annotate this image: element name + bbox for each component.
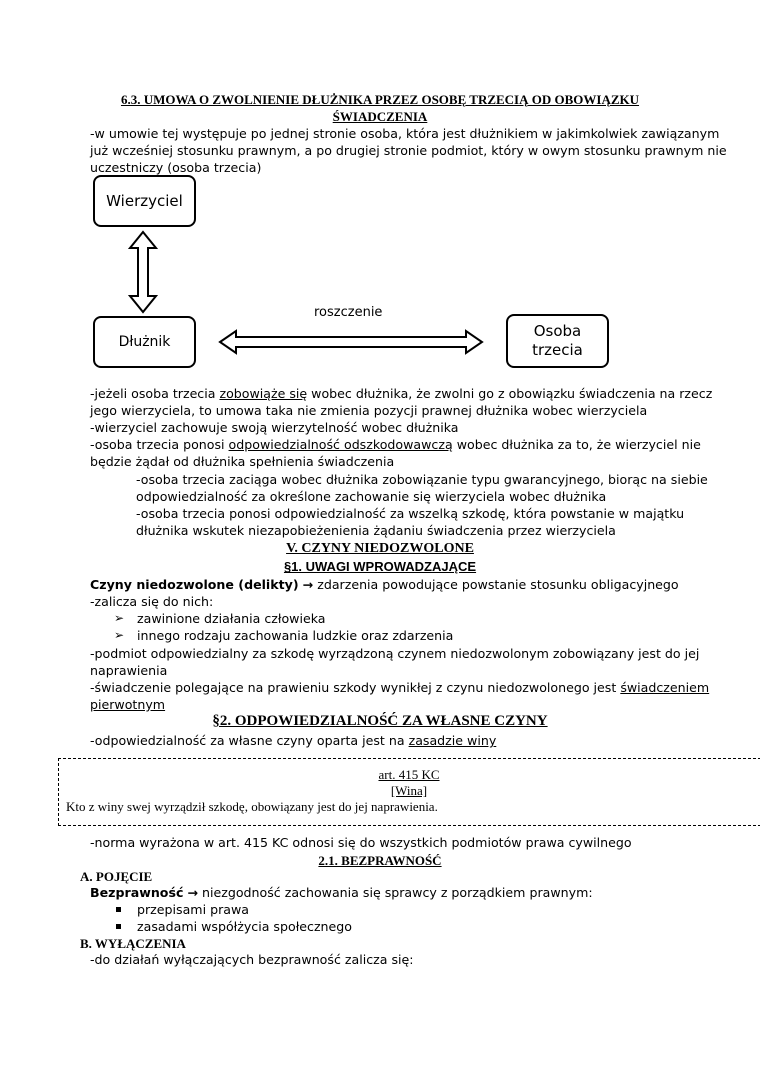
- arrow-right-icon: →: [302, 577, 314, 592]
- delikty-definition: Czyny niedozwolone (delikty) → zdarzenia powodujące powstanie stosunku obligacyjnego: [90, 577, 679, 592]
- liability-line-2: naprawienia: [90, 663, 168, 678]
- para-2: -wierzyciel zachowuje swoją wierzytelność wobec dłużnika: [90, 420, 459, 435]
- horizontal-double-arrow: [218, 329, 484, 355]
- sub-1-line-1: -osoba trzecia zaciąga wobec dłużnika zobowiązanie typu gwarancyjnego, biorąc na siebie: [136, 472, 708, 487]
- section-2-title: §2. ODPOWIEDZIALNOŚĆ ZA WŁASNE CZYNY: [212, 713, 548, 729]
- fault-principle-line: -odpowiedzialność za własne czyny oparta jest na zasadzie winy: [90, 733, 497, 748]
- includes-line: -zalicza się do nich:: [90, 594, 214, 609]
- list-item: zawinione działania człowieka: [137, 611, 326, 626]
- sub-2-line-2: dłużnika wskutek niezapobieżenienia żądaniu świadczenia przez wierzyciela: [136, 523, 616, 538]
- claim-label: roszczenie: [314, 305, 383, 320]
- intro-line-1: -w umowie tej występuje po jednej stronie osoba, która jest dłużnikiem w jakimkolwiek zawiązanym: [90, 126, 720, 141]
- para-1-line-1: -jeżeli osoba trzecia zobowiąże się wobec dłużnika, że zwolni go z obowiązku świadczenia na rzecz: [90, 386, 713, 401]
- subsection-title: 2.1. BEZPRAWNOŚĆ: [318, 853, 442, 868]
- debtor-label: Dłużnik: [118, 333, 171, 350]
- creditor-label: Wierzyciel: [106, 191, 183, 210]
- section-title-line1: 6.3. UMOWA O ZWOLNIENIE DŁUŻNIKA PRZEZ OSOBĘ TRZECIĄ OD OBOWIĄZKU: [120, 92, 640, 107]
- third-party-label: Osoba trzecia: [532, 322, 583, 359]
- intro-line-2: już wcześniej stosunku prawnym, a po drugiej stronie podmiot, który w owym stosunku prawnym nie: [90, 143, 727, 158]
- intro-line-3: uczestniczy (osoba trzecia): [90, 160, 262, 175]
- creditor-box: [93, 175, 196, 227]
- square-bullet-icon: [116, 907, 121, 912]
- norm-line: -norma wyrażona w art. 415 KC odnosi się do wszystkich podmiotów prawa cywilnego: [90, 835, 632, 850]
- primary-performance-line-1: -świadczenie polegające na prawieniu szkody wynikłej z czynu niedozwolonego jest świadczeniem: [90, 680, 710, 695]
- list-item: innego rodzaju zachowania ludzkie oraz zdarzenia: [137, 628, 454, 643]
- section-1-title: §1. UWAGI WPROWADZAJĄCE: [283, 559, 477, 574]
- section-title-line2: ŚWIADCZENIA: [332, 109, 428, 124]
- chapter-title: V. CZYNY NIEDOZWOLONE: [286, 541, 474, 556]
- square-bullet-icon: [116, 924, 121, 929]
- list-item: zasadami współżycia społecznego: [137, 919, 352, 934]
- para-1-line-2: jego wierzyciela, to umowa taka nie zmienia pozycji prawnej dłużnika wobec wierzyciela: [90, 403, 648, 418]
- third-party-box: [506, 314, 609, 368]
- vertical-double-arrow: [128, 230, 158, 314]
- article-text: Kto z winy swej wyrządził szkodę, obowiązany jest do jej naprawienia.: [66, 799, 438, 814]
- exclusions-line: -do działań wyłączających bezprawność zalicza się:: [90, 952, 414, 967]
- article-tag: [Wina]: [390, 783, 428, 798]
- sub-2-line-1: -osoba trzecia ponosi odpowiedzialność za wszelką szkodę, która powstanie w majątku: [136, 506, 685, 521]
- heading-a: A. POJĘCIE: [80, 869, 153, 884]
- sub-1-line-2: odpowiedzialność za określone zachowanie się wierzyciela wobec dłużnika: [136, 489, 607, 504]
- arrow-bullet-icon: ➢: [114, 628, 125, 642]
- debtor-box: [93, 316, 196, 368]
- primary-performance-line-2: pierwotnym: [90, 697, 166, 712]
- liability-line-1: -podmiot odpowiedzialny za szkodę wyrządzoną czynem niedozwolonym zobowiązany jest do jej: [90, 646, 700, 661]
- arrow-right-icon: →: [187, 885, 198, 900]
- heading-b: B. WYŁĄCZENIA: [80, 936, 186, 951]
- para-3-line-2: będzie żądał od dłużnika spełnienia świadczenia: [90, 454, 395, 469]
- article-ref: art. 415 KC: [378, 767, 440, 782]
- bezprawnosc-definition: Bezprawność → niezgodność zachowania się sprawcy z porządkiem prawnym:: [90, 885, 593, 900]
- arrow-bullet-icon: ➢: [114, 611, 125, 625]
- list-item: przepisami prawa: [137, 902, 249, 917]
- para-3-line-1: -osoba trzecia ponosi odpowiedzialność odszkodowawczą wobec dłużnika za to, że wierzyciel nie: [90, 437, 701, 452]
